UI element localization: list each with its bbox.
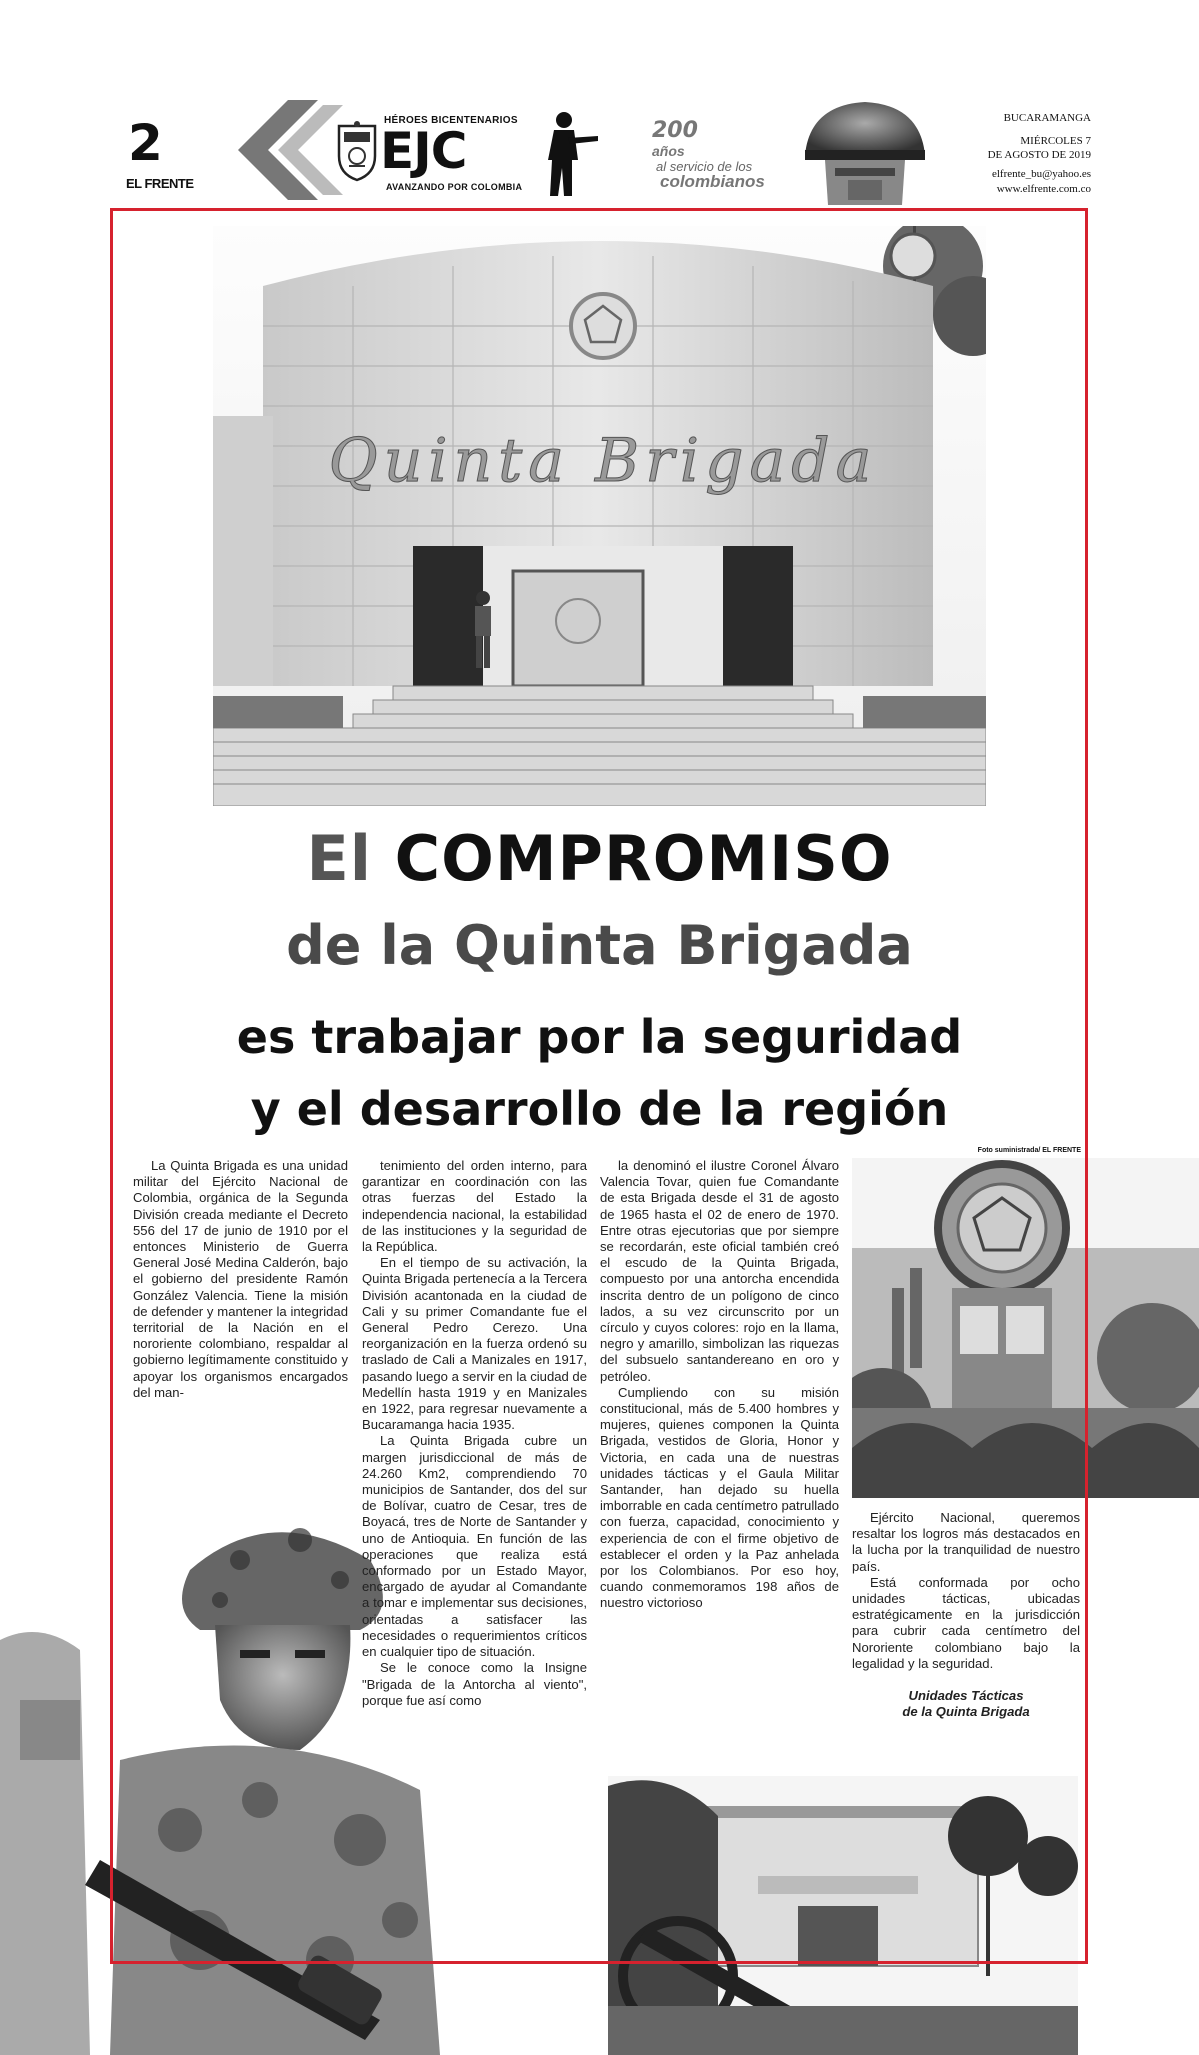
brigade-emblem-monument-photo xyxy=(852,1158,1199,1498)
paragraph: Ejército Nacional, queremos resaltar los logros más destacados en la lucha por la tranquilidad de nuestro país. xyxy=(852,1510,1080,1574)
caption-line-2: de la Quinta Brigada xyxy=(902,1704,1030,1720)
subheadline-line-1: es trabajar por la seguridad xyxy=(236,1010,963,1064)
anniversary-years: años xyxy=(652,143,685,159)
brigade-building-cannon-photo xyxy=(608,1776,1078,2055)
paragraph: Se le conoce como la Insigne "Brigada de la Antorcha al viento", porque fue así como xyxy=(362,1660,587,1708)
paragraph: Está conformada por ocho unidades tácticas, ubicadas estratégicamente en la jurisdicción para cubrir cada centímetro del Nororiente colombiano bajo la legalidad y la seguridad. xyxy=(852,1574,1080,1671)
caption-line-1: Unidades Tácticas xyxy=(908,1688,1024,1704)
header-date-weekday: MIÉRCOLES 7 xyxy=(1020,135,1091,147)
soldier-silhouette-icon xyxy=(538,110,598,198)
soldier-helmet-photo xyxy=(790,100,940,205)
article-column-4 xyxy=(852,1510,1080,1720)
article-column-1 xyxy=(133,1158,348,1401)
logo-top-text: HÉROES BICENTENARIOS xyxy=(384,115,518,126)
article-column-2 xyxy=(362,1158,587,1709)
section-caption xyxy=(852,1688,1080,1720)
header-date: DE AGOSTO DE 2019 xyxy=(987,149,1091,161)
paragraph: La Quinta Brigada cubre un margen jurisdiccional de más de 24.260 Km2, comprendiendo 70 municipios de Santander, dos del sur de Bolívar, cuatro de Cesar, tres de Boyacá, tres de Norte de Santander y uno de Antioquia. En función de las operaciones que realiza está conformado por un Estado Mayor, encargado de ayudar al Comandante a tomar e implementar sus decisiones, orientadas a satisfacer las necesidades o requerimientos críticos en cualquier tipo de situación. xyxy=(362,1433,587,1660)
paragraph: En el tiempo de su activación, la Quinta Brigada pertenecía a la Tercera División acantonada en la ciudad de Cali y su primer Comandante fue el General Pedro Cerezo. Una reorganización en la fuerza ordenó su traslado de Cali a Manizales en 1917, pasando luego a servir en la ciudad de Medellín hasta 1919 y en Manizales en 1922, para regresar nuevamente a Bucaramanga hacia 1935. xyxy=(362,1255,587,1433)
quinta-brigada-building-photo xyxy=(213,226,986,806)
chevron-logo-graphic xyxy=(228,100,348,200)
anniversary-number: 200 xyxy=(652,118,698,143)
paragraph: La Quinta Brigada es una unidad militar del Ejército Nacional de Colombia, orgánica de la Segunda División creada mediante el Decreto 556 del 17 de junio de 1910 por el entonces Ministerio de Guerra General José Medina Calderón, bajo el gobierno del presidente Ramón González Valencia. Tiene la misión de defender y mantener la integridad territorial de la Nación en el nororiente colombiano, respaldar al gobierno legítimamente constituido y apoyar los organismos encargados del man- xyxy=(133,1158,348,1400)
header-email[interactable]: elfrente_bu@yahoo.es xyxy=(991,168,1091,180)
ejc-logo-text: EJC xyxy=(380,122,467,180)
army-shield-icon xyxy=(335,120,379,182)
newspaper-name: EL FRENTE xyxy=(126,176,194,191)
paragraph: tenimiento del orden interno, para garantizar en coordinación con las otras fuerzas del Estado la independencia nacional, la estabilidad de las instituciones y la seguridad de la República. xyxy=(362,1158,587,1255)
anniversary-line: al servicio de los xyxy=(656,159,753,174)
headline-line-2: de la Quinta Brigada xyxy=(286,914,913,977)
article-column-3 xyxy=(600,1158,839,1612)
header-website[interactable]: www.elfrente.com.co xyxy=(996,183,1091,195)
anniversary-last: colombianos xyxy=(660,172,765,191)
building-sign-text: Quinta Brigada xyxy=(328,426,878,496)
paragraph: Cumpliendo con su misión constitucional, más de 5.400 hombres y mujeres, quienes componen la Quinta Brigada, vestidos de Gloria, Honor y Victoria, en cada una de nuestras unidades tácticas y el Gaula Militar Santander, han dejado su huella imborrable en cada centímetro patrullado con fuerza, capacidad, conocimiento y experiencia de con el firme objetivo de establecer el orden y la Paz anhelada por los Colombianos. Por eso hoy, cuando conmemoramos 198 años de nuestro victorioso xyxy=(600,1384,839,1611)
headline-line-1 xyxy=(0,822,1199,895)
header-city: BUCARAMANGA xyxy=(1003,112,1091,124)
paragraph: la denominó el ilustre Coronel Álvaro Valencia Tovar, quien fue Comandante de esta Brigada desde el 31 de agosto de 1965 hasta el 02 de enero de 1970. Entre otras ejecutorias que por siempre se recordarán, este oficial también creó el escudo de la Quinta Brigada, compuesto por una antorcha encendida inscrita dentro de un polígono de cinco lados, a su vez circunscrito por un círculo y cuyos colores: rojo en la llama, negro y amarillo, simbolizan las riquezas del subsuelo santandereano en oro y petróleo. xyxy=(600,1158,839,1384)
headline-word-compromiso: COMPROMISO xyxy=(394,822,893,895)
headline-word-el: El xyxy=(306,822,373,895)
photo-credit: Foto suministrada/ EL FRENTE xyxy=(977,1147,1081,1154)
subheadline-line-2: y el desarrollo de la región xyxy=(250,1082,949,1136)
logo-tagline: AVANZANDO POR COLOMBIA xyxy=(386,182,523,192)
page-number: 2 xyxy=(128,114,163,172)
